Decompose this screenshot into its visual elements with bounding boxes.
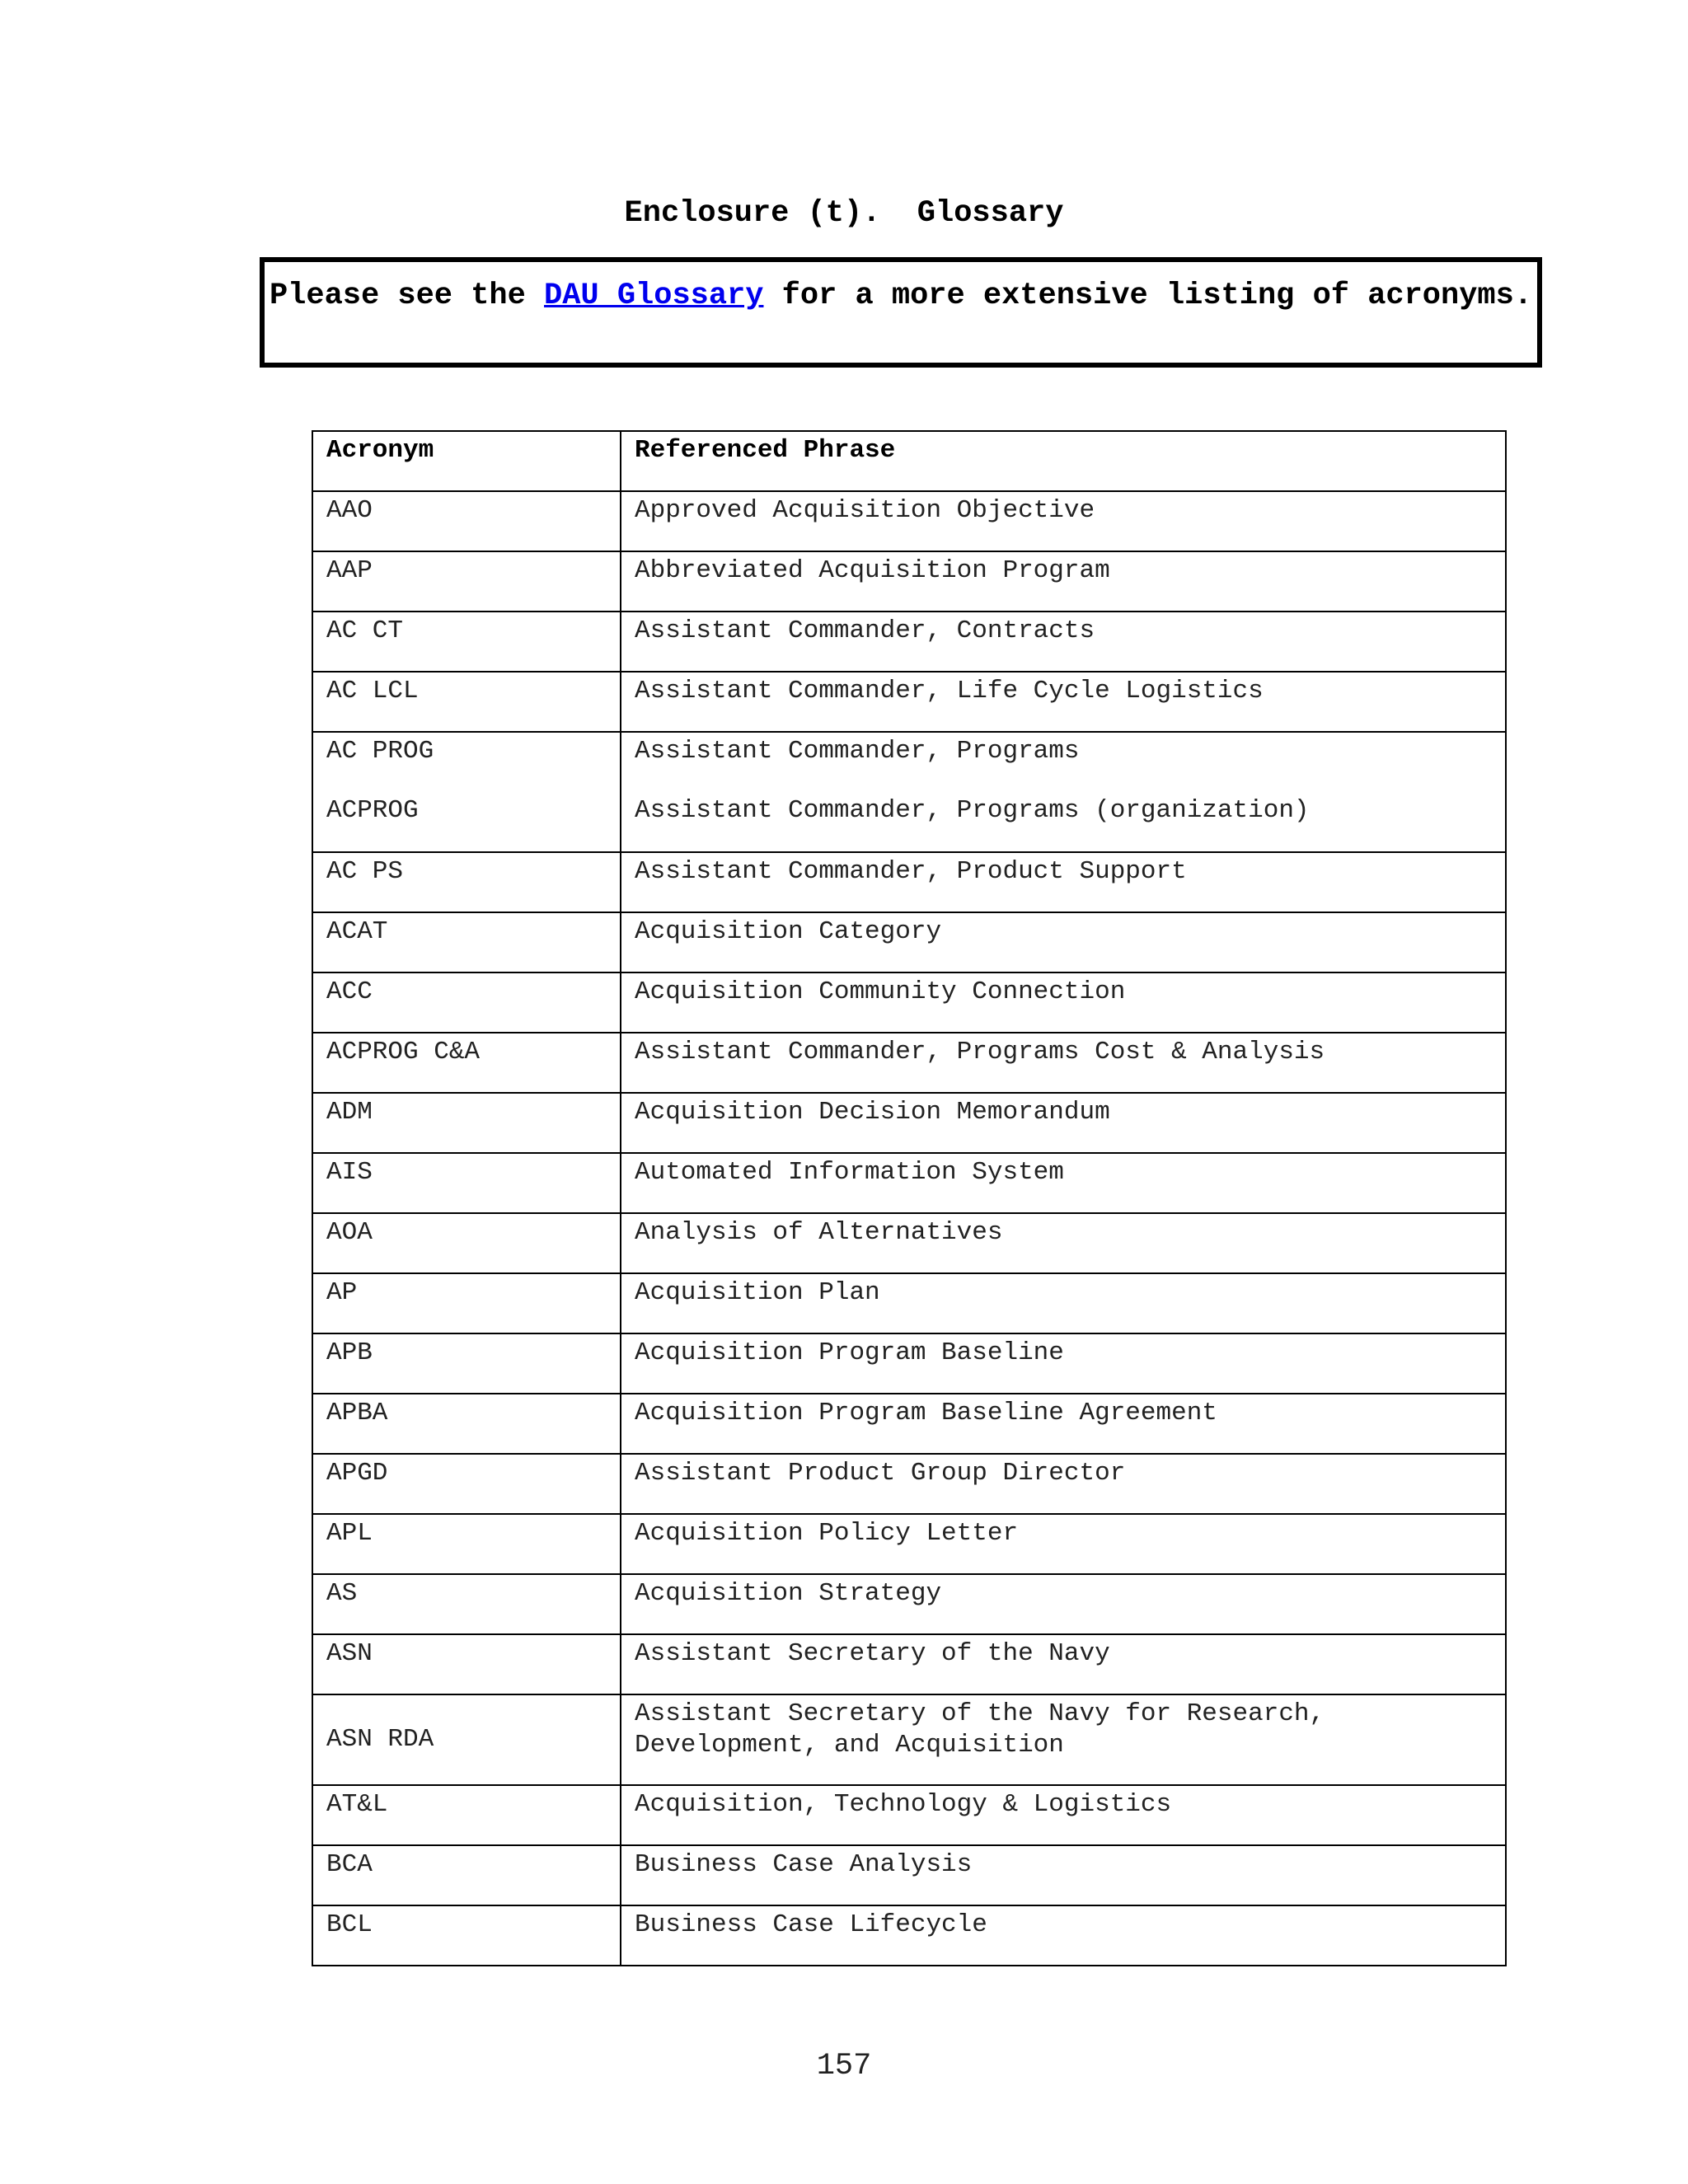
acronym-cell: AT&L [312,1785,621,1845]
table-row [312,732,1506,852]
phrase-cell: Assistant Commander, Contracts [621,612,1506,672]
phrase-cell: Assistant Secretary of the Navy [621,1634,1506,1694]
table-row [312,1153,1506,1213]
table-row [312,1213,1506,1273]
acronym-cell: AC LCL [312,672,621,732]
acronym-column-header: Acronym [312,431,621,491]
phrase-cell: Acquisition Strategy [621,1574,1506,1634]
table-row [312,852,1506,912]
acronym-cell: ASN [312,1634,621,1694]
table-row [312,1574,1506,1634]
table-header-row [312,431,1506,491]
phrase-cell: Assistant Product Group Director [621,1454,1506,1514]
acronym-cell: ACC [312,972,621,1033]
table-row [312,912,1506,972]
phrase-cell: Acquisition Policy Letter [621,1514,1506,1574]
acronym-cell: APL [312,1514,621,1574]
phrase-cell: Analysis of Alternatives [621,1213,1506,1273]
phrase-column-header: Referenced Phrase [621,431,1506,491]
acronym-cell: ADM [312,1093,621,1153]
phrase-cell: Abbreviated Acquisition Program [621,551,1506,612]
acronym-line: ACPROG [326,796,419,825]
page-number: 157 [816,2049,872,2083]
phrase-cell: Acquisition Plan [621,1273,1506,1333]
notice-box [260,257,1542,368]
acronym-cell: AAP [312,551,621,612]
table-row [312,1845,1506,1905]
acronym-cell: AOA [312,1213,621,1273]
phrase-cell: Acquisition Program Baseline [621,1333,1506,1394]
table-row [312,972,1506,1033]
phrase-cell [621,1694,1506,1785]
table-row [312,1093,1506,1153]
acronym-cell: AIS [312,1153,621,1213]
table-row [312,1394,1506,1454]
table-row [312,1785,1506,1845]
phrase-cell: Business Case Analysis [621,1845,1506,1905]
glossary-table [312,430,1507,1966]
phrase-cell: Assistant Commander, Life Cycle Logistics [621,672,1506,732]
phrase-line: Assistant Secretary of the Navy for Research, [635,1699,1325,1728]
acronym-cell: AAO [312,491,621,551]
table-row [312,1033,1506,1093]
notice-text-after: for a more extensive listing of acronyms. [763,279,1533,313]
acronym-cell: APB [312,1333,621,1394]
table-row [312,1634,1506,1694]
table-row [312,551,1506,612]
table-row [312,1333,1506,1394]
phrase-line: Assistant Commander, Programs [635,737,1080,766]
phrase-cell: Assistant Commander, Product Support [621,852,1506,912]
phrase-cell: Acquisition Decision Memorandum [621,1093,1506,1153]
phrase-cell: Assistant Commander, Programs Cost & Analysis [621,1033,1506,1093]
acronym-cell [312,732,621,852]
acronym-cell: AP [312,1273,621,1333]
dau-glossary-link[interactable]: DAU Glossary [544,279,764,313]
acronym-cell: BCA [312,1845,621,1905]
acronym-line: AC PROG [326,737,434,766]
acronym-cell: ASN RDA [312,1694,621,1785]
table-row [312,1514,1506,1574]
phrase-cell: Acquisition Category [621,912,1506,972]
phrase-cell: Acquisition Program Baseline Agreement [621,1394,1506,1454]
phrase-line: Assistant Commander, Programs (organization) [635,796,1310,825]
acronym-cell: BCL [312,1905,621,1966]
phrase-cell: Automated Information System [621,1153,1506,1213]
table-row [312,491,1506,551]
table-row [312,1905,1506,1966]
phrase-cell: Acquisition Community Connection [621,972,1506,1033]
acronym-cell: AC PS [312,852,621,912]
table-row [312,1694,1506,1785]
table-row [312,1273,1506,1333]
page-title: Enclosure (t). Glossary [624,196,1064,231]
phrase-cell: Acquisition, Technology & Logistics [621,1785,1506,1845]
table-row [312,672,1506,732]
notice-text-before: Please see the [269,279,545,313]
phrase-line: Development, and Acquisition [635,1731,1064,1760]
acronym-cell: APBA [312,1394,621,1454]
phrase-cell: Approved Acquisition Objective [621,491,1506,551]
acronym-cell: APGD [312,1454,621,1514]
phrase-cell [621,732,1506,852]
phrase-cell: Business Case Lifecycle [621,1905,1506,1966]
table-row [312,1454,1506,1514]
acronym-cell: AS [312,1574,621,1634]
table-row [312,612,1506,672]
acronym-cell: ACAT [312,912,621,972]
acronym-cell: ACPROG C&A [312,1033,621,1093]
acronym-cell: AC CT [312,612,621,672]
